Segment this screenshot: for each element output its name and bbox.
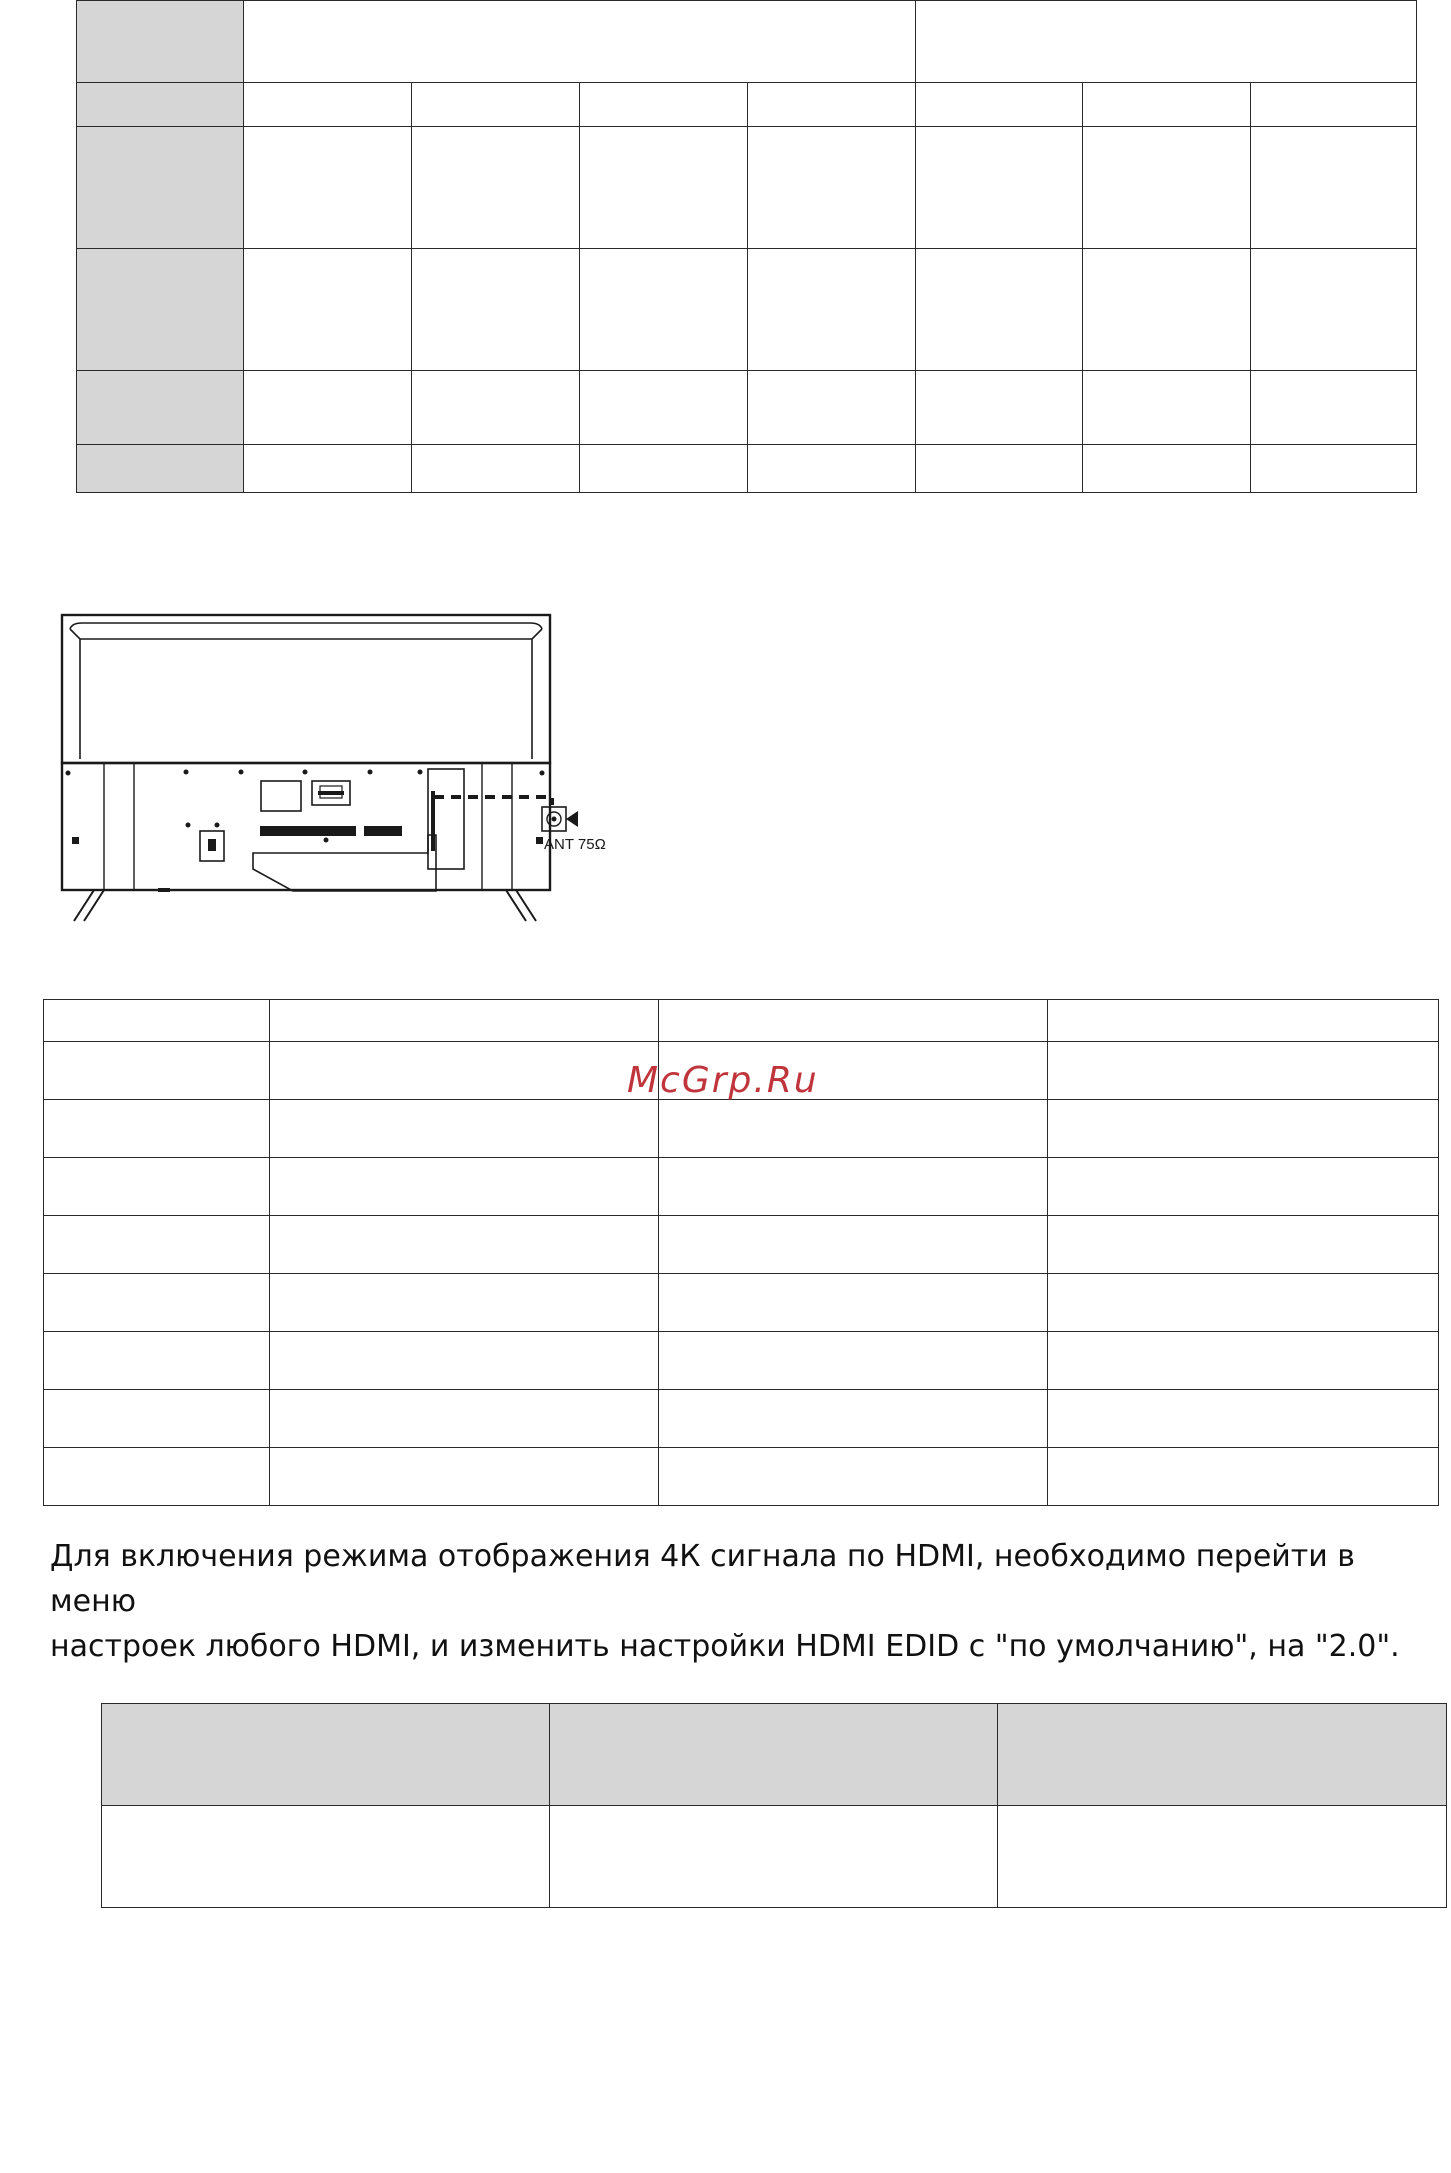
table-header-cell [550,1704,998,1806]
table-cell [916,249,1083,371]
table-cell [1251,249,1417,371]
table-cell [1048,1332,1439,1390]
table-cell [44,1042,270,1100]
table-cell [659,1216,1048,1274]
table-cell [1083,249,1251,371]
table-cell [580,371,748,445]
table-header-cell [244,1,916,83]
table-cell [244,371,412,445]
table-cell [412,83,580,127]
table-cell [102,1806,550,1908]
left-stand-foot [74,890,104,921]
rear-ports-row [260,826,356,836]
table-cell [270,1448,659,1506]
table-cell [270,1000,659,1042]
table-cell [1048,1000,1439,1042]
table-cell [244,127,412,249]
arrow-left-icon [566,811,578,827]
table-header-cell [77,1,244,83]
table-cell [550,1806,998,1908]
table-cell [659,1390,1048,1448]
table-cell [44,1100,270,1158]
table-cell [44,1158,270,1216]
table-cell [44,1448,270,1506]
table-cell [916,83,1083,127]
table-cell [244,445,412,493]
table-row [44,1216,1439,1274]
table-cell [659,1158,1048,1216]
table-cell [1048,1100,1439,1158]
table-row [44,1390,1439,1448]
table-cell [748,127,916,249]
right-stand-foot [506,890,536,921]
table-cell [270,1390,659,1448]
table-cell [270,1216,659,1274]
table-cell [748,249,916,371]
table-row [44,1000,1439,1042]
table-cell [1048,1390,1439,1448]
table-cell [1048,1216,1439,1274]
table-cell [1048,1274,1439,1332]
table-cell [1048,1042,1439,1100]
table-row [77,127,1417,249]
table-cell [998,1806,1447,1908]
table-cell [44,1216,270,1274]
table-cell [916,127,1083,249]
table-header-cell [998,1704,1447,1806]
table-cell [77,127,244,249]
table-cell [44,1000,270,1042]
table-cell [659,1100,1048,1158]
table-cell [244,83,412,127]
rear-ports-row-2 [364,826,402,836]
table-cell [270,1158,659,1216]
table-cell [77,445,244,493]
connector-bay [253,835,436,891]
spec-table-bottom [101,1703,1447,1908]
table-cell [916,371,1083,445]
spec-table-top [76,0,1417,493]
table-header-cell [102,1704,550,1806]
table-cell [270,1100,659,1158]
watermark: McGrp.Ru [627,1060,819,1101]
table-cell [1251,445,1417,493]
table-row [77,249,1417,371]
table-row [102,1704,1447,1806]
table-cell [748,371,916,445]
table-cell [1083,83,1251,127]
table-cell [1251,127,1417,249]
table-cell [659,1332,1048,1390]
tv-inner-bevel [70,629,542,759]
table-row [77,371,1417,445]
table-cell [659,1000,1048,1042]
note-line-1: Для включения режима отображения 4К сигнала по HDMI, необходимо перейти в меню [50,1539,1355,1619]
table-cell [244,249,412,371]
table-cell [580,127,748,249]
table-cell [580,445,748,493]
note-line-2: настроек любого HDMI, и изменить настройки HDMI EDID с "по умолчанию", на "2.0". [50,1629,1400,1664]
table-row [77,445,1417,493]
table-cell [270,1274,659,1332]
table-cell [916,445,1083,493]
table-row [44,1158,1439,1216]
table-cell [580,83,748,127]
table-cell [659,1448,1048,1506]
table-row [102,1806,1447,1908]
antenna-label: ANT 75Ω [544,836,606,853]
table-cell [270,1332,659,1390]
tv-rear-panel-diagram [58,611,698,931]
table-cell [77,249,244,371]
table-cell [748,445,916,493]
table-cell [1083,445,1251,493]
table-cell [1048,1448,1439,1506]
vent-panel [261,781,301,811]
table-cell [1048,1158,1439,1216]
table-cell [44,1332,270,1390]
table-cell [412,371,580,445]
table-cell [1083,127,1251,249]
table-cell [748,83,916,127]
table-cell [1251,371,1417,445]
table-cell [44,1390,270,1448]
hdmi-4k-note [50,1534,1430,1669]
table-cell [412,445,580,493]
antenna-connection-line [434,797,552,805]
table-cell [77,371,244,445]
table-row [44,1448,1439,1506]
table-cell [1083,371,1251,445]
table-cell [412,127,580,249]
table-cell [659,1274,1048,1332]
table-cell [77,83,244,127]
tv-upper-frame [62,615,550,763]
table-row [44,1100,1439,1158]
table-row [44,1332,1439,1390]
table-cell [580,249,748,371]
table-cell [44,1274,270,1332]
table-row [77,1,1417,83]
table-row [77,83,1417,127]
table-row [44,1274,1439,1332]
table-cell [270,1042,659,1100]
table-cell [1251,83,1417,127]
table-cell [412,249,580,371]
table-header-cell [916,1,1417,83]
